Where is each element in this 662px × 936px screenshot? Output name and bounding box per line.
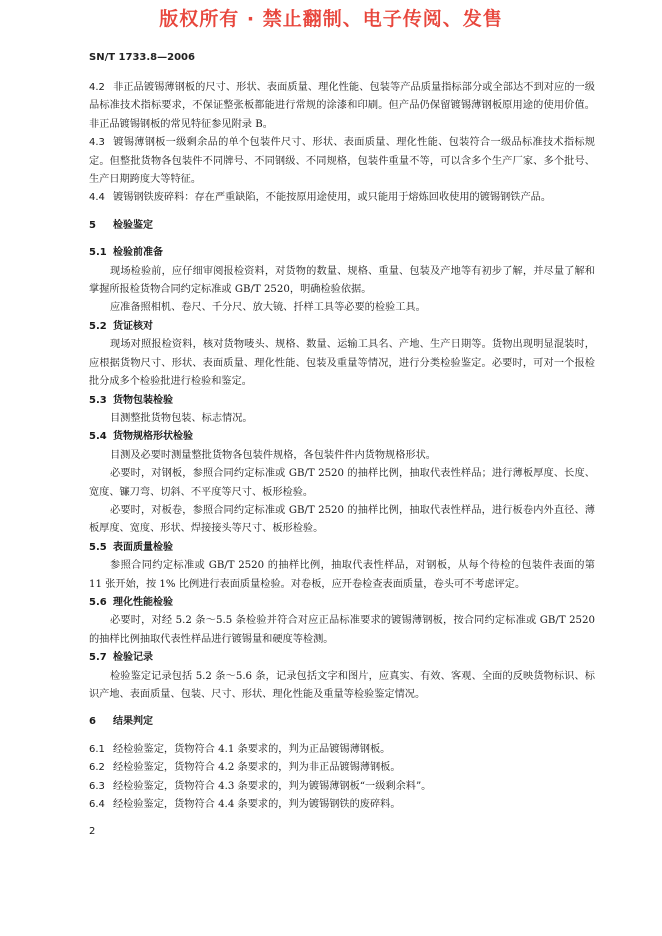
clause-text: 经检验鉴定，货物符合 4.4 条要求的，判为镀锡钢铁的废碎料。 (113, 799, 401, 811)
clause-number: 4.2 (89, 82, 105, 93)
section-number: 5.7 (89, 652, 107, 664)
section-title: 货物包装检验 (113, 394, 173, 406)
clause-4-4 (89, 189, 595, 207)
section-title: 检验鉴定 (113, 219, 153, 231)
paragraph-5-5: 参照合同约定标准或 GB/T 2520 的抽样比例，抽取代表性样品，对钢板，从每个待检的包装件表面的第 11 张开始，按 1% 比例进行表面质量检验。对卷板，应开卷检查表面质量，卷头可不考虑评定。 (89, 560, 595, 590)
section-number: 5.1 (89, 247, 107, 259)
clause-6-1 (89, 741, 595, 759)
paragraph-5-1-a: 现场检验前，应仔细审阅报检资料，对货物的数量、规格、重量、包装及产地等有初步了解，并尽量了解和掌握所报检货物合同约定标准或 GB/T 2520，明确检验依据。 (89, 265, 595, 296)
paragraph-5-1-b: 应准备照相机、卷尺、千分尺、放大镜、扦样工具等必要的检验工具。 (110, 302, 426, 314)
section-5-7-heading (89, 649, 595, 667)
clause-6-3 (89, 778, 595, 796)
section-title: 检验前准备 (113, 247, 163, 259)
copyright-banner: 版权所有 · 禁止翻制、电子传阅、发售 (159, 8, 503, 30)
section-number: 5.3 (89, 394, 107, 406)
clause-4-3 (89, 134, 595, 189)
paragraph-5-7: 检验鉴定记录包括 5.2 条～5.6 条，记录包括文字和图片，应真实、有效、客观、全面的反映货物标识、标识产地、表面质量、包装、尺寸、形状、理化性能及重量等检验鉴定情况。 (89, 670, 595, 700)
section-title: 检验记录 (113, 652, 153, 664)
section-title: 理化性能检验 (113, 596, 173, 608)
section-number: 6 (89, 716, 96, 728)
section-title: 结果判定 (113, 716, 153, 728)
section-5-heading (89, 217, 595, 235)
standard-code-header: SN/T 1733.8—2006 (89, 52, 195, 63)
clause-6-2 (89, 759, 595, 777)
clause-number: 6.2 (89, 762, 105, 774)
clause-6-4 (89, 796, 595, 814)
clause-number: 6.1 (89, 743, 105, 755)
clause-number: 6.3 (89, 780, 105, 792)
section-title: 货物规格形状检验 (113, 431, 193, 443)
clause-4-2 (89, 79, 595, 134)
section-6-heading (89, 713, 595, 731)
clause-text: 经检验鉴定，货物符合 4.3 条要求的，判为镀锡薄钢板“一级剩余料”。 (113, 780, 432, 792)
document-body (89, 79, 595, 814)
section-5-1-heading (89, 244, 595, 262)
clause-number: 6.4 (89, 799, 105, 811)
section-title: 表面质量检验 (113, 541, 173, 553)
section-5-6-heading (89, 594, 595, 612)
section-5-2-heading (89, 318, 595, 336)
clause-text: 经检验鉴定，货物符合 4.2 条要求的，判为非正品镀锡薄钢板。 (113, 762, 401, 774)
section-number: 5.6 (89, 596, 107, 608)
section-number: 5.2 (89, 320, 107, 332)
section-5-5-heading (89, 539, 595, 557)
section-number: 5.5 (89, 541, 107, 553)
section-number: 5.4 (89, 431, 107, 443)
paragraph-5-3: 目测整批货物包装、标志情况。 (110, 412, 253, 424)
paragraph-5-2: 现场对照报检资料，核对货物唛头、规格、数量、运输工具名、产地、生产日期等。货物出现明显混装时，应根据货物尺寸、形状、表面质量、理化性能、包装及重量等情况，进行分类检验鉴定。必要时，可对一个报检批分成多个检验批进行检验和鉴定。 (89, 339, 595, 388)
section-5-4-heading (89, 428, 595, 446)
clause-text: 镀锡钢铁废碎料：存在严重缺陷，不能按原用途使用，或只能用于熔炼回收使用的镀锡钢铁产品。 (113, 192, 552, 204)
clause-number: 4.3 (89, 137, 105, 149)
clause-text: 非正品镀锡薄钢板的尺寸、形状、表面质量、理化性能、包装等产品质量指标部分或全部达不到对应的一级品标准技术指标要求，不保证整张板都能进行常规的涂漆和印刷。但产品仍保留镀锡薄钢板原用途的使用价值。非正品镀锡钢板的常见特征参见附录 B。 (89, 82, 595, 130)
paragraph-5-6: 必要时，对经 5.2 条～5.5 条检验并符合对应正品标准要求的镀锡薄钢板，按合同约定标准或 GB/T 2520 的抽样比例抽取代表性样品进行镀锡量和硬度等检测。 (89, 615, 595, 645)
page-number: 2 (89, 826, 96, 837)
clause-number: 4.4 (89, 192, 105, 204)
paragraph-5-4-a: 目测及必要时测量整批货物各包装件规格，各包装件件内货物规格形状。 (110, 449, 436, 461)
section-title: 货证核对 (113, 320, 153, 332)
clause-text: 经检验鉴定，货物符合 4.1 条要求的，判为正品镀锡薄钢板。 (113, 743, 391, 755)
section-number: 5 (89, 219, 96, 231)
section-5-3-heading (89, 392, 595, 410)
paragraph-5-4-c: 必要时，对板卷，参照合同约定标准或 GB/T 2520 的抽样比例，抽取代表性样品，进行板卷内外直径、薄板厚度、宽度、形状、焊接接头等尺寸、板形检验。 (89, 504, 595, 535)
clause-text: 镀锡薄钢板一级剩余品的单个包装件尺寸、形状、表面质量、理化性能、包装符合一级品标准技术指标规定。但整批货物各包装件不同牌号、不同钢级、不同规格，包装件重量不等，可以含多个生产厂家、多个批号、生产日期跨度大等特征。 (89, 137, 595, 186)
paragraph-5-4-b: 必要时，对钢板，参照合同约定标准或 GB/T 2520 的抽样比例，抽取代表性样品；进行薄板厚度、长度、宽度、镰刀弯、切斜、不平度等尺寸、板形检验。 (89, 468, 595, 498)
